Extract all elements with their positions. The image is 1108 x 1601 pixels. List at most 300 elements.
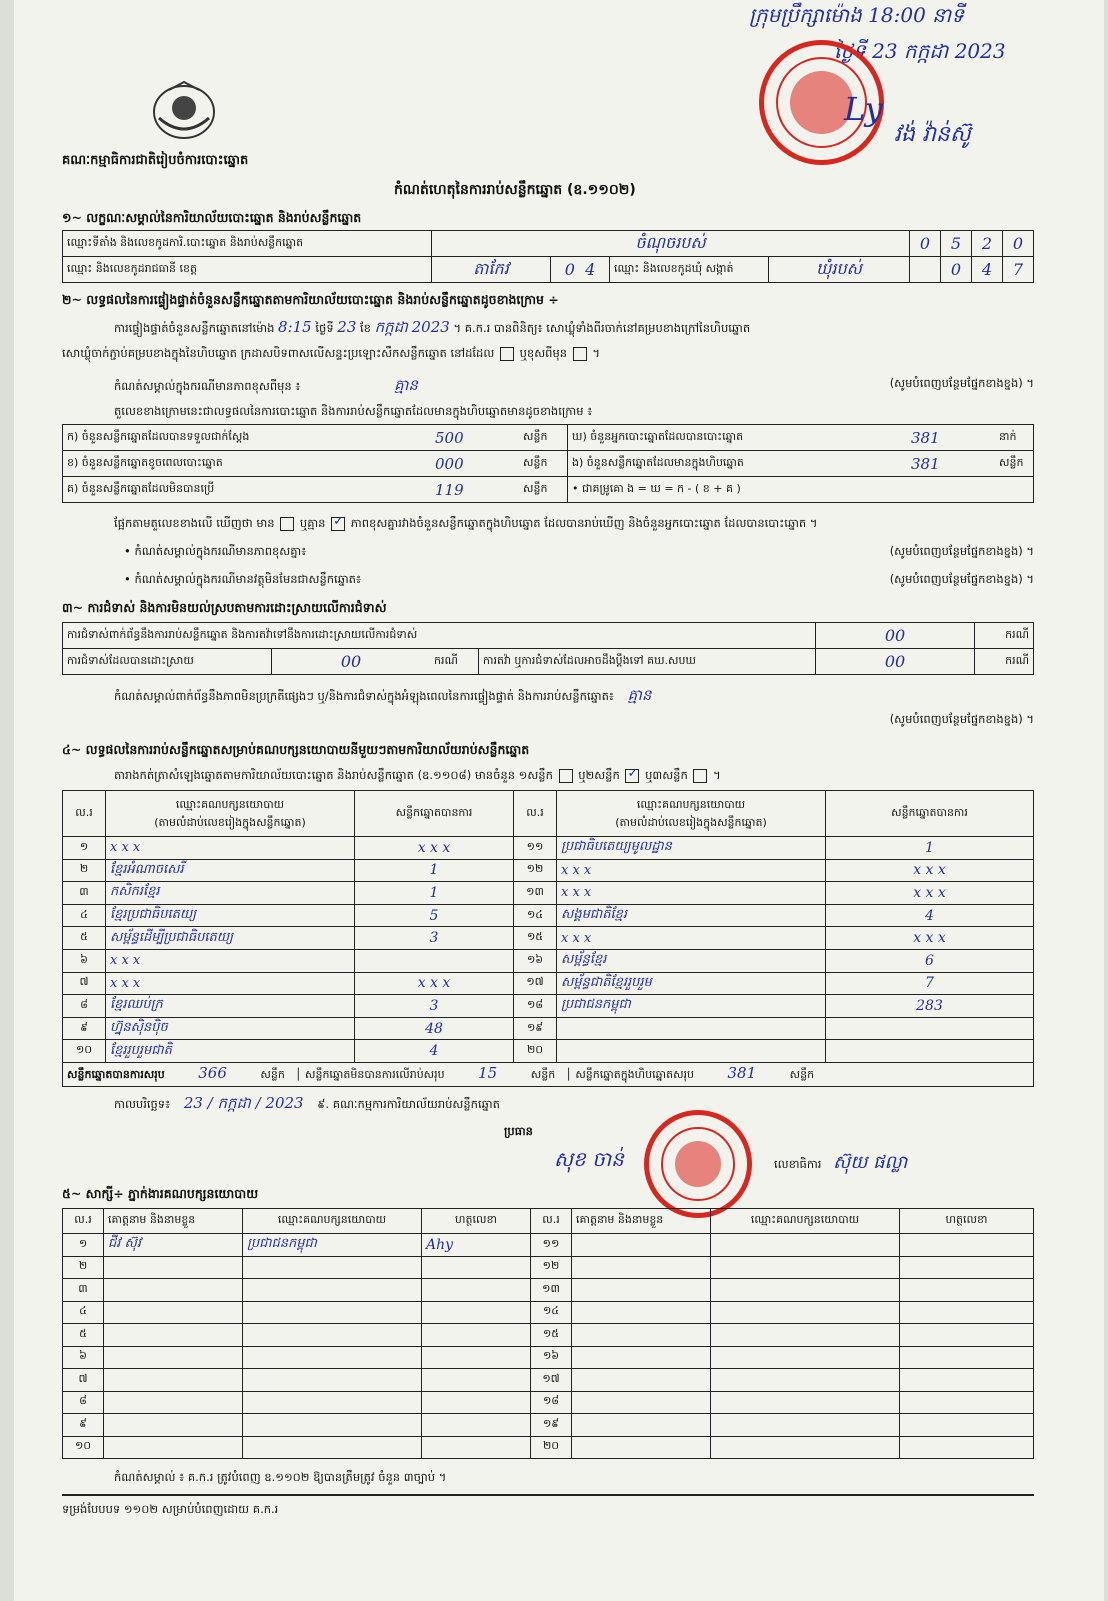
irregularity-note-label: កំណត់សម្គាល់ពាក់ព័ន្ធនឹងភាពមិនប្រក្រតីផ្សេងៗ ឬ/និងការជំទាស់ក្នុងអំឡុងពេលនៃការផ្ទៀងផ្ទាត់ និងការរាប់សន្លឹកឆ្នោត៖: [114, 689, 614, 703]
witness-no-left: ៩: [63, 1414, 104, 1437]
witness-no-right: ២០: [531, 1436, 572, 1459]
party-name-right: [557, 1040, 826, 1063]
total-invalid-label: សន្លឹកឆ្នោតមិនបានការលើរាប់សរុប: [304, 1068, 445, 1082]
ballot-count-row: [63, 425, 1034, 451]
party-row: [63, 882, 1034, 905]
appeal-label: ការតវ៉ា ឬការជំទាស់ដែលអាចដឹងប្តឹងទៅ គឃ.សបឃ: [479, 649, 816, 675]
three-sheet-checkbox[interactable]: [693, 769, 707, 783]
received-unit: សន្លឹក: [519, 425, 568, 451]
site-code-3: 2: [972, 231, 1003, 257]
witness-party-left: [243, 1301, 422, 1324]
header-party-left: [106, 791, 355, 837]
party-votes-left: 48: [355, 1017, 514, 1040]
witness-party-right: [711, 1256, 900, 1279]
party-votes-right: 1: [826, 837, 1034, 860]
witness-no-right: ១៨: [531, 1391, 572, 1414]
party-name-left: ខ្មែរឈប់ក្រ: [106, 995, 355, 1018]
witness-sign-left: [422, 1279, 531, 1302]
verification-line: [114, 318, 750, 340]
witness-party-left: [243, 1279, 422, 1302]
in-box-value: 381: [907, 451, 995, 477]
received-label: ក) ចំនួនសន្លឹកឆ្នោតដែលបានទទួលជាក់ស្តែង: [63, 425, 432, 451]
party-row: [63, 927, 1034, 950]
witness-no-right: ១៣: [531, 1279, 572, 1302]
total-valid-value: 366: [198, 1064, 227, 1083]
header-party-left-title: ឈ្មោះគណបក្សនយោបាយ: [175, 797, 285, 811]
chair-label: ប្រធាន: [504, 1124, 533, 1138]
witness-party-right: [711, 1436, 900, 1459]
witness-party-right: [711, 1346, 900, 1369]
irregularity-note: [114, 686, 651, 708]
witness-row: [63, 1256, 1034, 1279]
party-name-left: ហ្វ៊ុនស៊ិនប៉ិច: [106, 1017, 355, 1040]
committee-red-seal: [644, 1110, 752, 1218]
party-votes-left: [355, 949, 514, 972]
resolved-unit: ករណី: [430, 649, 479, 675]
witness-sign-left: [422, 1436, 531, 1459]
witness-party-right: [711, 1234, 900, 1257]
voters-value: 381: [907, 425, 995, 451]
party-name-right: x x x: [557, 927, 826, 950]
party-name-right: [557, 1017, 826, 1040]
witness-name-right: [572, 1234, 711, 1257]
date-value: 23 / កក្កដា / 2023: [183, 1094, 304, 1112]
difference-note-line: [114, 376, 1034, 398]
witness-party-right: [711, 1301, 900, 1324]
party-row: [63, 995, 1034, 1018]
unused-label: គ) ចំនួនសន្លឹកឆ្នោតដែលមិនបានប្រើ: [63, 477, 432, 503]
party-no-right: ១១: [514, 837, 557, 860]
party-votes-left: 3: [355, 927, 514, 950]
spoiled-label: ខ) ចំនួនសន្លឹកឆ្នោតខូចពេលបោះឆ្នោត: [63, 451, 432, 477]
witness-name-right: [572, 1279, 711, 1302]
handwritten-time-note: ក្រុមប្រឹក្សាម៉ោង 18:00 នាទី: [749, 3, 964, 27]
secretary-signature: ស៊ុយ ផល្លា: [833, 1152, 908, 1173]
appeal-unit: ករណី: [975, 649, 1034, 675]
in-box-unit: សន្លឹក: [995, 451, 1034, 477]
party-no-right: ១៥: [514, 927, 557, 950]
witness-party-right: [711, 1391, 900, 1414]
party-votes-left: 3: [355, 995, 514, 1018]
party-no-left: ៩: [63, 1017, 106, 1040]
party-row: [63, 904, 1034, 927]
witness-header-name-left: គោត្តនាម និងនាមខ្លួន: [104, 1209, 243, 1234]
party-name-right: សម្ព័ន្ធជាតិខ្មែររួបរួម: [557, 972, 826, 995]
party-votes-right: x x x: [826, 927, 1034, 950]
site-name-label: ឈ្មោះទីតាំង និងលេខកូដការិ.បោះឆ្នោត និងរាប់សន្លឹកឆ្នោត: [63, 231, 432, 257]
voters-unit: នាក់: [995, 425, 1034, 451]
party-name-right: ប្រជាធិបតេយ្យមូលដ្ឋាន: [557, 837, 826, 860]
header-party-left-sub: (តាមលំដាប់លេខរៀងក្នុងសន្លឹកឆ្នោត): [154, 815, 306, 829]
witness-name-left: [104, 1346, 243, 1369]
site-code-1: 0: [910, 231, 941, 257]
difference-note-fill: (សូមបំពេញបន្ថែមផ្នែកខាងខ្នង) ។: [889, 376, 1034, 390]
witness-party-right: [711, 1324, 900, 1347]
section3-heading: ៣~ ការជំទាស់ និងការមិនយល់ស្របតាមការដោះស្រាយលើការជំទាស់: [62, 600, 387, 615]
party-name-right: សង្គមជាតិខ្មែរ: [557, 904, 826, 927]
province-code-1: 0: [564, 260, 575, 279]
discrepancy-text-b: ឬគ្មាន: [299, 516, 326, 530]
witness-sign-left: [422, 1346, 531, 1369]
witness-header-party-right: ឈ្មោះគណបក្សនយោបាយ: [711, 1209, 900, 1234]
received-value: 500: [431, 425, 519, 451]
form-title: កំណត់ហេតុនៃការរាប់សន្លឹកឆ្នោត (ឧ.១១០២): [394, 182, 636, 198]
witness-no-right: ១២: [531, 1256, 572, 1279]
handwritten-signer-name: វង់ វ៉ាន់ស៊ូ: [894, 122, 971, 147]
witness-row: [63, 1301, 1034, 1324]
witness-name-right: [572, 1256, 711, 1279]
total-box-value: 381: [727, 1064, 757, 1083]
witness-sign-right: [900, 1301, 1034, 1324]
section1-table: [62, 230, 1034, 283]
witness-party-right: [711, 1279, 900, 1302]
witness-row: [63, 1436, 1034, 1459]
party-votes-left: 1: [355, 859, 514, 882]
party-no-left: ២: [63, 859, 106, 882]
header-no-right: ល.រ: [514, 791, 557, 837]
header-votes-right: សន្លឹកឆ្នោតបានការ: [826, 791, 1034, 837]
witness-party-left: [243, 1414, 422, 1437]
party-votes-left: 1: [355, 882, 514, 905]
witness-party-left: [243, 1256, 422, 1279]
chair-signature: សុខ ចាន់: [554, 1147, 624, 1171]
party-no-right: ២០: [514, 1040, 557, 1063]
two-sheet-checkbox[interactable]: ✓: [627, 765, 639, 781]
in-box-label: ង) ចំនួនសន្លឹកឆ្នោតដែលមានក្នុងហិបឆ្នោត: [568, 451, 908, 477]
has-difference-checkbox[interactable]: [280, 517, 294, 531]
witness-row: [63, 1346, 1034, 1369]
party-no-right: ១៨: [514, 995, 557, 1018]
party-row: [63, 837, 1034, 860]
witness-sign-left: Ahy: [422, 1234, 531, 1257]
party-no-right: ១៩: [514, 1017, 557, 1040]
party-votes-right: 7: [826, 972, 1034, 995]
handwritten-signature: Ly: [844, 90, 883, 128]
commune-code-2: 4: [972, 257, 1003, 283]
non-ballot-note-bullet: [124, 572, 1034, 589]
tally-sheet-text-c: ឬ៣សន្លឹក: [645, 768, 688, 782]
handwritten-date-note: ថ្ងៃទី 23 កក្កដា 2023: [834, 39, 1006, 63]
witness-party-left: [243, 1391, 422, 1414]
header-party-right-title: ឈ្មោះគណបក្សនយោបាយ: [636, 797, 746, 811]
difference-note-value: គ្មាន: [394, 376, 418, 394]
verification-text-d: ។ គ.ក.រ បានពិនិត្យ៖ សោឃ្លុំទាំងពីរចាក់នៅគម្របខាងក្រៅនៃហិបឆ្នោត: [453, 321, 751, 335]
ballot-count-row: [63, 451, 1034, 477]
party-name-right: សម្ព័ន្ធខ្មែរ: [557, 949, 826, 972]
party-no-left: ៤: [63, 904, 106, 927]
verification-month: កក្កដា: [374, 318, 408, 336]
witness-table: [62, 1208, 1034, 1459]
party-name-left: កសិករខ្មែរ: [106, 882, 355, 905]
objection-label: ការជំទាស់ពាក់ព័ន្ធនឹងការរាប់សន្លឹកឆ្នោត និងការតវ៉ាទៅនឹងការដោះស្រាយលើការជំទាស់: [63, 623, 816, 649]
verification-text-b: ថ្ងៃទី: [315, 321, 334, 335]
commune-code-3: 7: [1003, 257, 1034, 283]
total-box-unit: សន្លឹក: [789, 1068, 815, 1082]
org-name: គណៈកម្មាធិការជាតិរៀបចំការបោះឆ្នោត: [62, 153, 249, 168]
party-votes-right: 6: [826, 949, 1034, 972]
witness-no-left: ៣: [63, 1279, 104, 1302]
witness-name-right: [572, 1301, 711, 1324]
non-ballot-bullet-text: • កំណត់សម្គាល់ក្នុងករណីមានវត្ថុមិនមែនជាសន្លឹកឆ្នោត៖: [124, 572, 362, 586]
witness-party-left: [243, 1436, 422, 1459]
verification-text-c: ខែ: [360, 321, 371, 335]
witness-party-left: [243, 1324, 422, 1347]
party-row: [63, 972, 1034, 995]
difference-note-label: កំណត់សម្គាល់ក្នុងករណីមានភាពខុសពីមុន ៖: [114, 379, 301, 393]
party-row: [63, 1040, 1034, 1063]
party-row: [63, 859, 1034, 882]
party-no-right: ១២: [514, 859, 557, 882]
objection-unit: ករណី: [975, 623, 1034, 649]
witness-no-left: ៤: [63, 1301, 104, 1324]
header-no-left: ល.រ: [63, 791, 106, 837]
party-row: [63, 1017, 1034, 1040]
witness-no-left: ៧: [63, 1369, 104, 1392]
witness-sign-right: [900, 1369, 1034, 1392]
party-name-left: ខ្មែរអំណាចសេរី: [106, 859, 355, 882]
witness-sign-left: [422, 1391, 531, 1414]
witness-name-left: [104, 1436, 243, 1459]
witness-party-right: [711, 1369, 900, 1392]
witness-name-right: [572, 1369, 711, 1392]
one-sheet-checkbox[interactable]: [559, 769, 573, 783]
site-code-2: 5: [941, 231, 972, 257]
section2-heading: ២~ លទ្ធផលនៃការផ្ទៀងផ្ទាត់ចំនួនសន្លឹកឆ្នោតតាមការិយាល័យបោះឆ្នោត និងរាប់សន្លឹកឆ្នោតដូចខាងក្រោម ÷: [62, 292, 559, 307]
discrepancy-line: [114, 513, 818, 533]
witness-sign-right: [900, 1279, 1034, 1302]
witness-no-right: ១៤: [531, 1301, 572, 1324]
tally-sheet-text-b: ឬ២សន្លឹក: [578, 768, 620, 782]
witness-name-right: [572, 1324, 711, 1347]
ballot-count-table: [62, 424, 1034, 503]
party-votes-right: x x x: [826, 859, 1034, 882]
party-row: [63, 949, 1034, 972]
difference-bullet-text: • កំណត់សម្គាល់ក្នុងករណីមានភាពខុសគ្នា៖: [124, 544, 307, 558]
witness-sign-left: [422, 1301, 531, 1324]
spoiled-unit: សន្លឹក: [519, 451, 568, 477]
party-votes-right: [826, 1040, 1034, 1063]
appeal-value: 00: [816, 649, 975, 675]
objection-table: [62, 622, 1034, 675]
party-no-right: ១៦: [514, 949, 557, 972]
irregularity-note-value: គ្មាន: [627, 686, 652, 704]
secretary-line: [774, 1150, 907, 1177]
witness-header-sign-left: ហត្ថលេខា: [422, 1209, 531, 1234]
witness-no-left: ៥: [63, 1324, 104, 1347]
party-votes-right: x x x: [826, 882, 1034, 905]
resolved-label: ការជំទាស់ដែលបានដោះស្រាយ: [63, 649, 272, 675]
witness-party-left: [243, 1346, 422, 1369]
total-valid-label: សន្លឹកឆ្នោតបានការសរុប: [67, 1068, 165, 1082]
commune-code-1: 0: [941, 257, 972, 283]
verification-year: 2023: [411, 318, 450, 336]
unused-unit: សន្លឹក: [519, 477, 568, 503]
verification-time: 8:15: [278, 318, 312, 336]
site-name-value: ចំណុចរបស់: [432, 231, 910, 257]
witness-name-right: [572, 1436, 711, 1459]
witness-sign-right: [900, 1414, 1034, 1437]
witness-no-right: ១៦: [531, 1346, 572, 1369]
site-code-4: 0: [1003, 231, 1034, 257]
party-no-right: ១៤: [514, 904, 557, 927]
party-votes-right: 283: [826, 995, 1034, 1018]
witness-party-right: [711, 1414, 900, 1437]
witness-row: [63, 1279, 1034, 1302]
header-party-right: [557, 791, 826, 837]
no-difference-checkbox[interactable]: ✓: [333, 513, 345, 529]
witness-header-no-right: ល.រ: [531, 1209, 572, 1234]
party-name-left: x x x: [106, 949, 355, 972]
voters-label: ឃ) ចំនួនអ្នកបោះឆ្នោតដែលបានបោះឆ្នោត: [568, 425, 908, 451]
witness-sign-left: [422, 1369, 531, 1392]
witness-name-right: [572, 1346, 711, 1369]
total-invalid-value: 15: [478, 1064, 498, 1083]
footer-note: កំណត់សម្គាល់ ៖ គ.ក.រ ត្រូវបំពេញ ឧ.១១០២ ឱ្យបានត្រឹមត្រូវ ចំនួន ៣ច្បាប់ ។: [114, 1470, 447, 1484]
party-votes-right: [826, 1017, 1034, 1040]
witness-sign-left: [422, 1324, 531, 1347]
footer-divider: [62, 1494, 1034, 1496]
party-name-left: សម្ព័ន្ធដើម្បីប្រជាធិបតេយ្យ: [106, 927, 355, 950]
section5-heading: ៥~ សាក្សី÷ ភ្នាក់ងារគណបក្សនយោបាយ: [62, 1186, 259, 1201]
witness-no-right: ១៩: [531, 1414, 572, 1437]
witness-party-left: ប្រជាជនកម្ពុជា: [243, 1234, 422, 1257]
witness-name-left: ជីវ ស៊ុវ: [104, 1234, 243, 1257]
irregularity-fill-note: (សូមបំពេញបន្ថែមផ្នែកខាងខ្នង) ។: [889, 712, 1034, 726]
witness-row: [63, 1414, 1034, 1437]
witness-name-right: [572, 1414, 711, 1437]
witness-row: [63, 1369, 1034, 1392]
nec-logo: [149, 78, 219, 143]
discrepancy-text-c: ភាពខុសគ្នារវាងចំនួនសន្លឹកឆ្នោតក្នុងហិបឆ្នោត ដែលបានរាប់ឃើញ និងចំនួនអ្នកបោះឆ្នោត ដែលបានបោះឆ្នោត ។: [350, 516, 818, 530]
same-checkbox[interactable]: [500, 347, 514, 361]
objection-value: 00: [816, 623, 975, 649]
party-no-left: ១០: [63, 1040, 106, 1063]
party-votes-left: 4: [355, 1040, 514, 1063]
form-code: ទម្រង់បែបបទ ១១០២ សម្រាប់បំពេញដោយ គ.ក.រ: [62, 1502, 279, 1516]
witness-name-left: [104, 1256, 243, 1279]
witness-no-left: ៦: [63, 1346, 104, 1369]
witness-sign-right: [900, 1234, 1034, 1257]
witness-row: [63, 1234, 1034, 1257]
party-no-right: ១៣: [514, 882, 557, 905]
witness-no-right: ១៧: [531, 1369, 572, 1392]
section1-heading: ១~ លក្ខណៈសម្គាល់នៃការិយាល័យបោះឆ្នោត និងរាប់សន្លឹកឆ្នោត: [62, 210, 362, 225]
party-no-left: ១: [63, 837, 106, 860]
party-name-left: ខ្មែរប្រជាធិបតេយ្យ: [106, 904, 355, 927]
committee-label: ៩. គណៈកម្មការការិយាល័យរាប់សន្លឹកឆ្នោត: [317, 1097, 500, 1111]
witness-name-right: [572, 1391, 711, 1414]
spoiled-value: 000: [431, 451, 519, 477]
witness-no-left: ១: [63, 1234, 104, 1257]
party-name-left: x x x: [106, 837, 355, 860]
verification-day: 23: [337, 318, 357, 336]
party-no-left: ៥: [63, 927, 106, 950]
witness-sign-right: [900, 1346, 1034, 1369]
province-label: ឈ្មោះ និងលេខកូដរាជធានី ខេត្ត: [63, 257, 432, 283]
witness-sign-right: [900, 1436, 1034, 1459]
witness-name-left: [104, 1324, 243, 1347]
party-no-right: ១៧: [514, 972, 557, 995]
province-value: តាកែវ: [432, 257, 551, 283]
party-votes-right: 4: [826, 904, 1034, 927]
ballot-count-row: [63, 477, 1034, 503]
total-valid-unit: សន្លឹក: [260, 1068, 285, 1082]
province-code-2: 4: [585, 260, 596, 279]
witness-name-left: [104, 1369, 243, 1392]
party-name-left: ខ្មែររួបរួមជាតិ: [106, 1040, 355, 1063]
different-checkbox[interactable]: [573, 347, 587, 361]
date-label: កាលបរិច្ឆេទ៖: [114, 1097, 171, 1111]
witness-no-right: ១១: [531, 1234, 572, 1257]
section4-heading: ៤~ លទ្ធផលនៃការរាប់សន្លឹកឆ្នោតសម្រាប់គណបក្សនយោបាយនីមួយៗតាមការិយាល័យរាប់សន្លឹកឆ្នោត: [62, 742, 530, 757]
witness-sign-right: [900, 1324, 1034, 1347]
difference-bullet-fill: (សូមបំពេញបន្ថែមផ្នែកខាងខ្នង) ។: [889, 544, 1034, 558]
witness-name-left: [104, 1414, 243, 1437]
witness-name-left: [104, 1391, 243, 1414]
verification-line2-text: សោឃ្លុំចាក់ភ្ជាប់គម្របខាងក្នុងនៃហិបឆ្នោត ក្រដាសបិទពាសលើសន្ទះប្រឡោះសឹកសន្លឹកឆ្នោត នៅដដែល: [62, 346, 495, 360]
party-name-right: x x x: [557, 882, 826, 905]
witness-name-left: [104, 1279, 243, 1302]
verification-line2: សោឃ្លុំចាក់ភ្ជាប់គម្របខាងក្នុងនៃហិបឆ្នោត ក្រដាសបិទពាសលើសន្ទះប្រឡោះសឹកសន្លឹកឆ្នោត នៅដដែល ឬខុសពីមុន ។: [62, 346, 600, 360]
witness-sign-right: [900, 1256, 1034, 1279]
resolved-value: 00: [272, 649, 431, 675]
party-name-right: ប្រជាជនកម្ពុជា: [557, 995, 826, 1018]
witness-sign-left: [422, 1414, 531, 1437]
party-no-left: ៨: [63, 995, 106, 1018]
party-no-left: ៧: [63, 972, 106, 995]
commune-value: ឃុំរបស់: [769, 257, 910, 283]
witness-no-left: ៨: [63, 1391, 104, 1414]
party-no-left: ៦: [63, 949, 106, 972]
total-invalid-unit: សន្លឹក: [530, 1068, 556, 1082]
witness-party-left: [243, 1369, 422, 1392]
verification-text-a: ការផ្ទៀងផ្ទាត់ចំនួនសន្លឹកឆ្នោតនៅម៉ោង: [114, 321, 275, 335]
witness-no-left: ២: [63, 1256, 104, 1279]
discrepancy-text-a: ផ្អែកតាមតួលេខខាងលើ ឃើញថា មាន: [114, 516, 275, 530]
verification-line2-or: ឬខុសពីមុន: [519, 346, 568, 360]
form-page: [14, 0, 1104, 1601]
commune-label: ឈ្មោះ និងលេខកូដឃុំ សង្កាត់: [610, 257, 769, 283]
totals-row: សន្លឹកឆ្នោតបានការសរុប 366 សន្លឹក │ សន្លឹកឆ្នោតមិនបានការលើរាប់សរុប 15 សន្លឹក │ សន្លឹកឆ្នោតក្នុងហិបឆ្នោតសរុប 381 សន្លឹក: [63, 1062, 1034, 1086]
witness-sign-right: [900, 1391, 1034, 1414]
witness-row: [63, 1324, 1034, 1347]
non-ballot-bullet-fill: (សូមបំពេញបន្ថែមផ្នែកខាងខ្នង) ។: [889, 572, 1034, 586]
witness-header-sign-right: ហត្ថលេខា: [900, 1209, 1034, 1234]
party-results-table: [62, 790, 1034, 1087]
witness-name-left: [104, 1301, 243, 1324]
header-votes-left: សន្លឹកឆ្នោតបានការ: [355, 791, 514, 837]
witness-header-name-right: គោត្តនាម និងនាមខ្លួន: [572, 1209, 711, 1234]
witness-row: [63, 1391, 1034, 1414]
header-party-right-sub: (តាមលំដាប់លេខរៀងក្នុងសន្លឹកឆ្នោត): [615, 815, 767, 829]
witness-no-left: ១០: [63, 1436, 104, 1459]
unused-value: 119: [431, 477, 519, 503]
total-box-label: សន្លឹកឆ្នោតក្នុងហិបឆ្នោតសរុប: [575, 1068, 695, 1082]
party-votes-left: 5: [355, 904, 514, 927]
witness-header-no-left: ល.រ: [63, 1209, 104, 1234]
tally-sheet-line: តារាងកត់ត្រាសំឡេងឆ្នោតតាមការិយាល័យបោះឆ្នោត និងរាប់សន្លឹកឆ្នោត (ឧ.១១០៨) មានចំនួន ១សន្លឹក ឬ២សន្លឹក ✓ ឬ៣សន្លឹក ។: [114, 765, 721, 782]
witness-sign-left: [422, 1256, 531, 1279]
results-intro: តួលេខខាងក្រោមនេះជាលទ្ធផលនៃការបោះឆ្នោត និងការរាប់សន្លឹកឆ្នោតដែលមានក្នុងហិបឆ្នោតមានដូចខាងក្រោម ៖: [114, 404, 593, 418]
tally-sheet-text: តារាងកត់ត្រាសំឡេងឆ្នោតតាមការិយាល័យបោះឆ្នោត និងរាប់សន្លឹកឆ្នោត (ឧ.១១០៨) មានចំនួន ១សន្លឹក: [114, 768, 553, 782]
difference-note-bullet: [124, 544, 1034, 561]
province-code: [551, 257, 610, 283]
party-name-left: x x x: [106, 972, 355, 995]
secretary-label: លេខាធិការ: [774, 1157, 822, 1171]
witness-no-right: ១៥: [531, 1324, 572, 1347]
party-votes-left: x x x: [355, 972, 514, 995]
party-votes-left: x x x: [355, 837, 514, 860]
